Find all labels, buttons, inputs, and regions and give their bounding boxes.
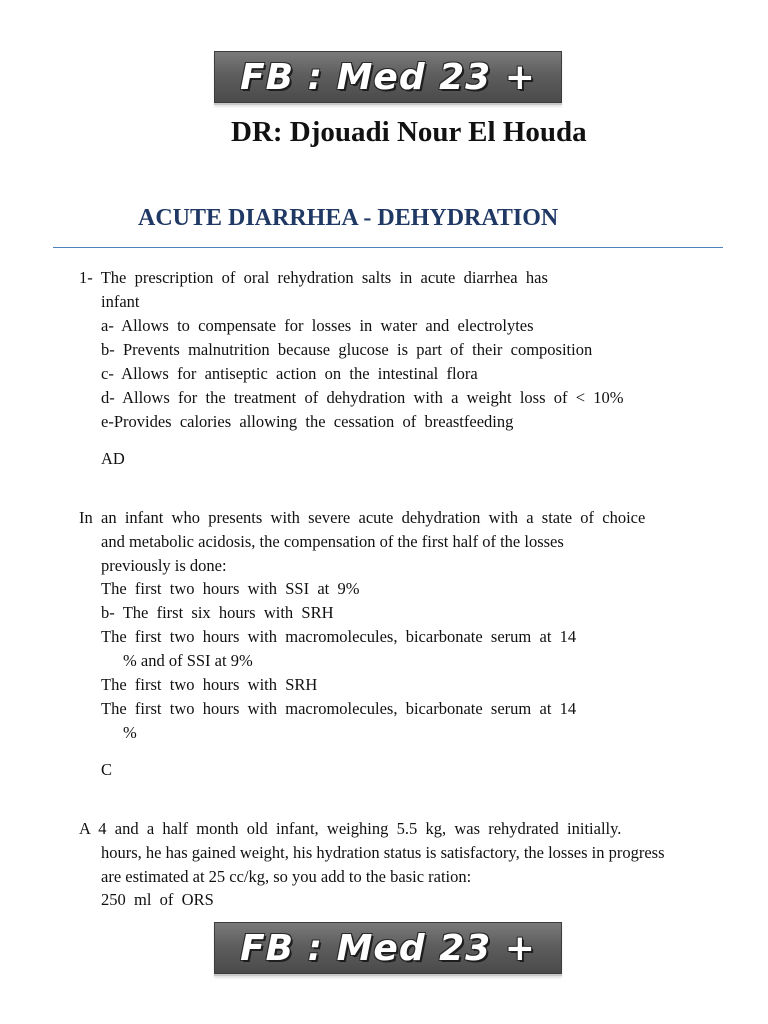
title-divider [53, 247, 723, 248]
page-title: ACUTE DIARRHEA - DEHYDRATION [138, 205, 559, 231]
q1-option-a: a- Allows to compensate for losses in water and electrolytes [101, 316, 534, 335]
q2-stem-line2: and metabolic acidosis, the compensation of the first half of the losses [101, 532, 564, 551]
q2-option-a: The first two hours with SSI at 9% [101, 579, 360, 598]
q1-option-e: e-Provides calories allowing the cessation of breastfeeding [101, 412, 514, 431]
q2-option-e-cont: % [123, 723, 137, 742]
q3-stem-line2: hours, he has gained weight, his hydration status is satisfactory, the losses in progress [101, 843, 665, 862]
q3-stem-line1: A 4 and a half month old infant, weighing 5.5 kg, was rehydrated initially. [79, 819, 622, 838]
q2-option-c-cont: % and of SSI at 9% [123, 651, 253, 670]
footer-banner [214, 922, 562, 974]
q2-stem-line1: In an infant who presents with severe acute dehydration with a state of choice [79, 508, 646, 527]
q2-answer: C [101, 760, 113, 779]
q1-option-b: b- Prevents malnutrition because glucose is part of their composition [101, 340, 593, 359]
author-name: DR: Djouadi Nour El Houda [231, 116, 587, 148]
banner-text: FB : Med 23 + [240, 56, 536, 98]
q2-option-b: b- The first six hours with SRH [101, 603, 334, 622]
q1-option-c: c- Allows for antiseptic action on the intestinal flora [101, 364, 478, 383]
q2-option-d: The first two hours with SRH [101, 675, 318, 694]
q2-option-e: The first two hours with macromolecules, bicarbonate serum at 14 [101, 699, 577, 718]
q1-option-d: d- Allows for the treatment of dehydration with a weight loss of < 10% [101, 388, 624, 407]
q1-answer: AD [101, 449, 125, 468]
q2-option-c: The first two hours with macromolecules, bicarbonate serum at 14 [101, 627, 577, 646]
q3-stem-line3: are estimated at 25 cc/kg, so you add to the basic ration: [101, 867, 472, 886]
q1-stem-line1: 1- The prescription of oral rehydration salts in acute diarrhea has [79, 268, 548, 287]
q1-stem-line2: infant [101, 292, 140, 311]
q2-stem-line3: previously is done: [101, 556, 227, 575]
q3-option-a: 250 ml of ORS [101, 890, 214, 909]
banner-text: FB : Med 23 + [240, 927, 536, 969]
header-banner [214, 51, 562, 103]
